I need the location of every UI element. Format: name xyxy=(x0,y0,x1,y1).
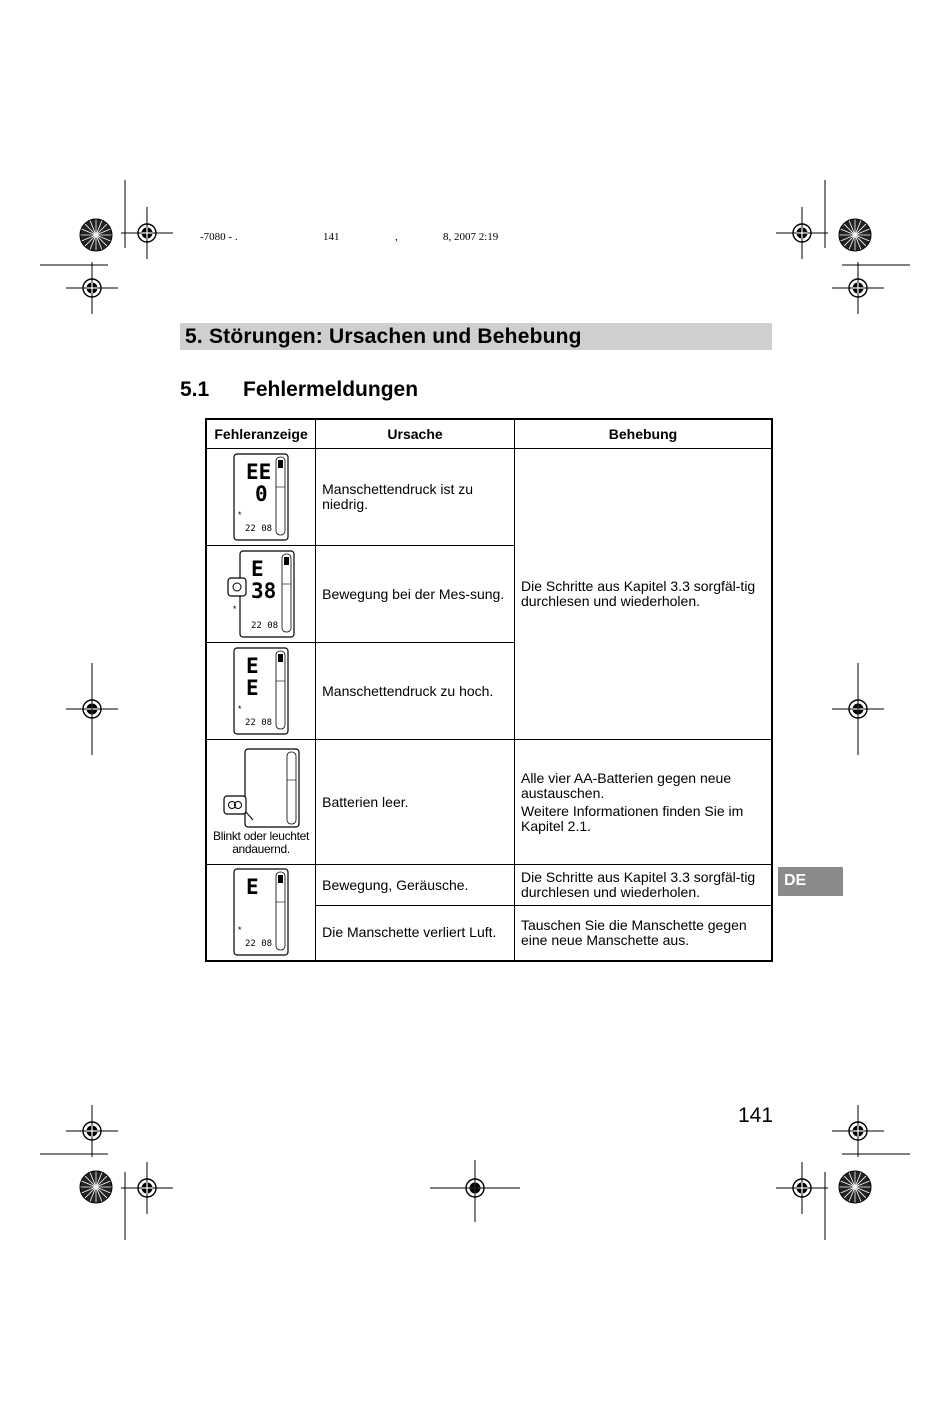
print-header-page: 141 xyxy=(323,231,340,243)
table-row xyxy=(206,740,772,865)
cause-cell: Manschettendruck zu hoch. xyxy=(316,643,515,740)
svg-text:22 08: 22 08 xyxy=(245,718,273,728)
print-header-date: 8, 2007 2:19 xyxy=(443,231,499,243)
lcd-display-cell xyxy=(206,740,316,865)
svg-text:E: E xyxy=(246,676,259,700)
svg-text:*: * xyxy=(238,510,242,520)
svg-text:E: E xyxy=(251,557,264,581)
lcd-display-ee-icon xyxy=(233,453,289,541)
header-remedy: Behebung xyxy=(514,419,772,449)
svg-text:0: 0 xyxy=(255,482,268,506)
remedy-cell: Die Schritte aus Kapitel 3.3 sorgfäl-tig durchlesen und wiederholen. xyxy=(514,449,772,740)
svg-text:*: * xyxy=(233,604,237,614)
table-row xyxy=(206,865,772,906)
svg-text:22 08: 22 08 xyxy=(245,939,273,950)
remedy-cell xyxy=(514,740,772,865)
lcd-display-ee2-icon xyxy=(233,647,289,735)
header-cause: Ursache xyxy=(316,419,515,449)
cause-cell: Die Manschette verliert Luft. xyxy=(316,906,515,961)
language-tab xyxy=(778,867,843,896)
remedy-text: Weitere Informationen finden Sie im Kapitel 2.1. xyxy=(520,802,744,834)
svg-text:EE: EE xyxy=(246,460,272,484)
lcd-display-cell xyxy=(206,643,316,740)
cause-cell: Bewegung bei der Mes-sung. xyxy=(316,546,515,643)
section-title: 5. Störungen: Ursachen und Behebung xyxy=(185,325,582,348)
svg-text:E: E xyxy=(246,875,259,900)
remedy-cell: Tauschen Sie die Manschette gegen eine neue Manschette aus. xyxy=(514,906,772,961)
svg-text:22 08: 22 08 xyxy=(251,621,279,631)
section-title-bar xyxy=(180,323,772,350)
print-header-comma: , xyxy=(395,231,398,243)
lcd-display-cell xyxy=(206,865,316,961)
svg-text:38: 38 xyxy=(251,579,277,603)
page-number: 141 xyxy=(738,1104,774,1127)
table-header-row xyxy=(206,419,772,449)
error-table xyxy=(205,418,773,962)
remedy-text: Alle vier AA-Batterien gegen neue austauschen. xyxy=(520,769,732,801)
lcd-display-cell xyxy=(206,449,316,546)
cause-cell: Bewegung, Geräusche. xyxy=(316,865,515,906)
header-display: Fehleranzeige xyxy=(206,419,316,449)
subsection-title xyxy=(180,378,418,402)
svg-text:*: * xyxy=(238,704,242,714)
cause-cell: Batterien leer. xyxy=(316,740,515,865)
subsection-number: 5.1 xyxy=(180,378,210,401)
remedy-cell: Die Schritte aus Kapitel 3.3 sorgfäl-tig durchlesen und wiederholen. xyxy=(514,865,772,906)
svg-text:E: E xyxy=(246,654,259,678)
lcd-display-e38-icon xyxy=(227,550,295,638)
battery-note: Blinkt oder leuchtet andauernd. xyxy=(213,829,310,856)
lcd-display-e-icon xyxy=(233,868,289,956)
lcd-display-cell xyxy=(206,546,316,643)
subsection-label: Fehlermeldungen xyxy=(243,378,419,401)
language-tab-label: DE xyxy=(784,872,807,889)
svg-text:22 08: 22 08 xyxy=(245,524,273,534)
table-row xyxy=(206,449,772,546)
cause-cell: Manschettendruck ist zu niedrig. xyxy=(316,449,515,546)
print-header-job: -7080 - . xyxy=(200,231,238,243)
lcd-display-battery-icon xyxy=(221,748,301,828)
svg-text:*: * xyxy=(238,925,242,936)
